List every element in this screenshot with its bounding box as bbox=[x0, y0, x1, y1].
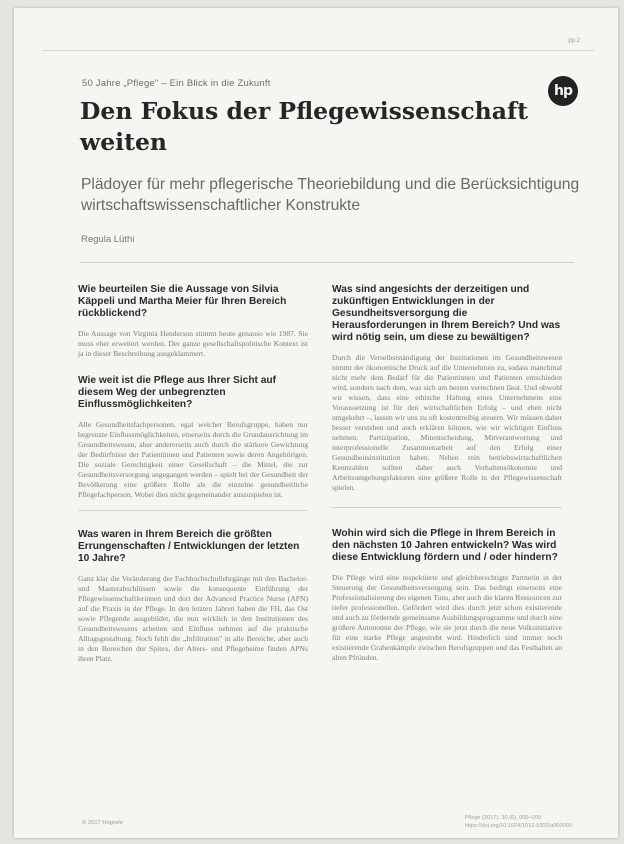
interview-section bbox=[332, 284, 562, 493]
left-column bbox=[78, 284, 308, 664]
interview-question: Was sind angesichts der derzeitigen und zukünftigen Entwicklungen in der Gesundheitsversorgung die Herausforderungen in Ihrem Bereich? Und was wird nötig sein, um diese zu bewältigen? bbox=[332, 284, 561, 343]
interview-answer: Die Pflege wird eine respektierte und gleichberechtigte Partnerin in der Steuerung der Gesundheitsversorgung sein. Das bedingt einerseits eine Professionalisierung des eigenen Tuns, aber auch die klaren Ressourcen zur tiefer professionellen. Gefördert wird dies durch jetzt schon existierende und auch zu fördernde gemeinsame Ausbildungsprogramme und durch eine größere Autonomie der Pflege, wie sie jetzt durch die neue Volksinitiative für eine starke Pflege angestrebt wird. Hinderlich sind immer noch existierende Grabenkämpfe zwischen Berufsgruppen und das Festhalten an alten Pfründen. bbox=[332, 573, 562, 662]
section-spacer bbox=[78, 359, 308, 375]
footer-doi: https://doi.org/10.1024/1012-5302/a000000 bbox=[464, 823, 572, 829]
footer-citation bbox=[465, 814, 572, 830]
footer-copyright: © 2017 Hogrefe bbox=[82, 820, 124, 826]
header-rule bbox=[42, 50, 594, 51]
interview-question: Was waren in Ihrem Bereich die größten Errungenschaften / Entwicklungen der letzten 10 Jahre? bbox=[78, 529, 300, 564]
interview-section bbox=[332, 528, 562, 663]
interview-answer: Alle Gesundheitsfachpersonen, egal welcher Berufsgruppe, haben nur begrenzte Einflussmöglichkeiten, einerseits durch die Grundausrichtung im Gesundheitswesen, aber andererseits auch durch die stärkere Gewichtung der Bedürfnisse der Patientinnen und Patienten sowie deren Angehörigen. Die soziale Gerechtigkeit einer Gesellschaft – die Mittel, die zur Gesundheitsversorgung angegangen werden – spielt bei der Gesundheit der Bevölkerung eine größere Rolle als die einzelne gesundheitliche Pflegefachperson. Wobei dies nicht gegeneinander auszuspielen ist. bbox=[78, 420, 308, 499]
article-subtitle: Plädoyer für mehr pflegerische Theoriebildung und die Berücksichtigung wirtschaftswissenschaftlicher Konstrukte bbox=[81, 176, 580, 214]
article-kicker: 50 Jahre „Pflege" – Ein Blick in die Zukunft bbox=[82, 78, 271, 89]
article-title: Den Fokus der Pflegewissenschaft weiten bbox=[80, 97, 528, 156]
interview-section bbox=[78, 529, 308, 664]
interview-question: Wohin wird sich die Pflege in Ihrem Bereich in den nächsten 10 Jahren entwickeln? Was wird diese Entwicklung fördern und / oder hindern? bbox=[332, 528, 558, 563]
page-number: pp.2 bbox=[568, 38, 580, 44]
footer-citation-line: Pflege (2017), 30 (6), 000–000 bbox=[464, 815, 541, 821]
interview-answer: Durch die Verselbstständigung der Institutionen im Gesundheitswesen nimmt der ökonomische Druck auf die Unternehmen zu, sodass manchmal nicht mehr dem Bedarf für die Patientinnen und Patienten entschieden wird, sondern nach dem, was sich am besten verrechnen lässt. Und obwohl wir wissen, dass eine ethische Haltung eines Unternehmens eine Voraussetzung ist für den wirtschaftlichen Erfolg – und eben nicht umgekehrt –, lassen wir uns zu oft kostentreibig steuern. Wir müssen daher besser verstehen und auch erklären können, wie wir wichtigen Einfluss nehmen: Partizipation, Mitentscheidung, Mitverantwortung und interprofessionelle Zusammenarbeit auf den Erfolg einer Gesundheitsinstitution haben. Neben rein betriebswirtschaftlichen Kennzahlen sollten daher auch Verhaltensökonomie und Arbeitsumgebungsfaktoren eine größere Rolle in der Pflegewissenschaft spielen. bbox=[332, 353, 562, 492]
section-divider bbox=[332, 507, 562, 508]
interview-section bbox=[78, 375, 308, 500]
journal-page bbox=[14, 8, 618, 838]
title-rule bbox=[80, 262, 574, 263]
interview-answer: Die Aussage von Virginia Henderson stimmt heute genauso wie 1987. Sie muss eher erweitert werden. Der ganze gesellschaftspolitische Kontext ist ja in dieser Beschreibung ausgeklammert. bbox=[78, 329, 308, 358]
publisher-logo: hp bbox=[548, 76, 578, 106]
interview-section bbox=[78, 284, 308, 359]
interview-question: Wie beurteilen Sie die Aussage von Silvia Käppeli und Martha Meier für Ihren Bereich rückblickend? bbox=[78, 284, 287, 319]
section-divider bbox=[78, 510, 308, 511]
right-column bbox=[332, 284, 562, 663]
interview-answer: Ganz klar die Veränderung der Fachhochschullehrgänge mit den Bachelor- und Masterabschlüssen sowie die konsequente Einführung der Pflegewissenschaftlerinnen und dort der Advanced Practice Nurse (APN) auf die Praxis in der Pflege. In den letzten Jahren haben die FH, das Ost sowie Pflegende ausgebildet, die nun wirklich in den Institutionen des Gesundheitswesens arbeiten und Einfluss nehmen auf die praktische Alltagsgestaltung. Noch fehlt die „Infiltration" in alle Bereiche, aber auch in den Bereichen der Spitex, der Alters- und Pflegeheime finden APNs ihren Platz. bbox=[78, 574, 308, 663]
interview-question: Wie weit ist die Pflege aus Ihrer Sicht auf diesem Weg der unbegrenzten Einflussmöglichkeiten? bbox=[78, 375, 277, 410]
article-author: Regula Lüthi bbox=[81, 234, 135, 245]
